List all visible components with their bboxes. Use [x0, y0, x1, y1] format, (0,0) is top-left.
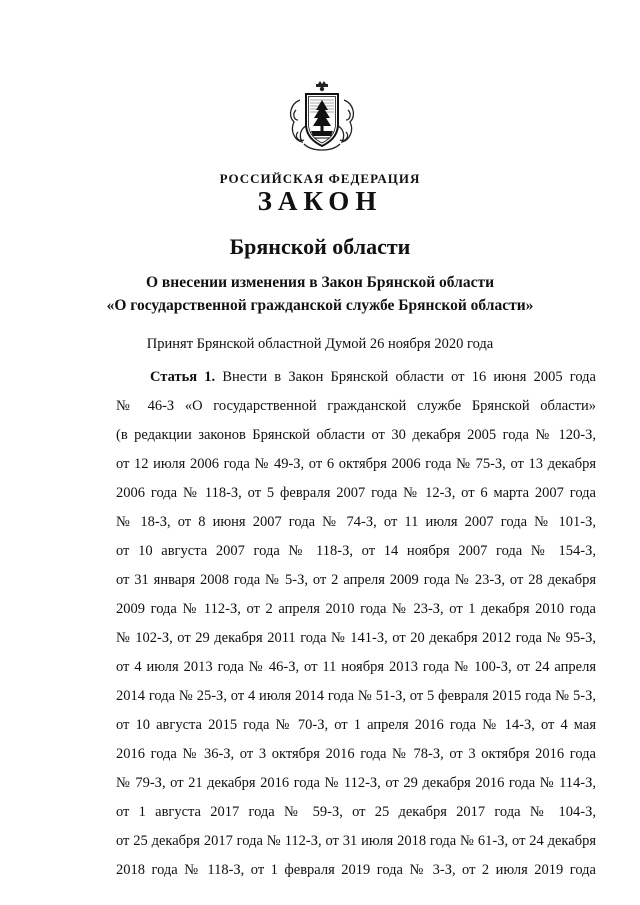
article-line: (в редакции законов Брянской области от 30 декабря 2005 года № 120-З, — [116, 427, 596, 443]
law-subtitle-line-1: О внесении изменения в Закон Брянской области — [145, 274, 495, 291]
article-line: 2014 года № 25-З, от 4 июля 2014 года № 51-З, от 5 февраля 2015 года № 5-З, — [116, 688, 596, 704]
article-line: от 10 августа 2015 года № 70-З, от 1 апреля 2016 года № 14-З, от 4 мая — [116, 717, 596, 733]
article-line: № 46-З «О государственной гражданской службе Брянской области» — [116, 398, 596, 414]
region-title: Брянской области — [229, 234, 411, 259]
article-line: от 4 июля 2013 года № 46-З, от 11 ноября 2013 года № 100-З, от 24 апреля — [116, 659, 596, 675]
federation-heading: РОССИЙСКАЯ ФЕДЕРАЦИЯ — [219, 171, 421, 186]
bryansk-coat-of-arms-icon — [286, 80, 358, 156]
article-line: 2009 года № 112-З, от 2 апреля 2010 года № 23-З, от 1 декабря 2010 года — [116, 601, 596, 617]
article-line: от 25 декабря 2017 года № 112-З, от 31 июля 2018 года № 61-З, от 24 декабря — [116, 833, 596, 849]
article-line: от 10 августа 2007 года № 118-З, от 14 ноября 2007 года № 154-З, — [116, 543, 596, 559]
article-line: от 31 января 2008 года № 5-З, от 2 апреля 2009 года № 23-З, от 28 декабря — [116, 572, 596, 588]
adoption-statement: Принят Брянской областной Думой 26 ноября 2020 года — [146, 336, 494, 352]
article-line: 2016 года № 36-З, от 3 октября 2016 года № 78-З, от 3 октября 2016 года — [116, 746, 596, 762]
article-line: от 1 августа 2017 года № 59-З, от 25 декабря 2017 года № 104-З, — [116, 804, 596, 820]
article-line: 2006 года № 118-З, от 5 февраля 2007 года № 12-З, от 6 марта 2007 года — [116, 485, 596, 501]
law-subtitle-line-2: «О государственной гражданской службе Брянской области» — [106, 297, 534, 314]
article-heading: Статья 1. — [150, 369, 216, 385]
law-title: ЗАКОН — [257, 186, 383, 216]
article-line: 2018 года № 118-З, от 1 февраля 2019 года № 3-З, от 2 июля 2019 года — [116, 862, 596, 878]
article-line: № 18-З, от 8 июня 2007 года № 74-З, от 11 июля 2007 года № 101-З, — [116, 514, 596, 530]
article-first-line — [150, 367, 596, 387]
article-line: от 12 июля 2006 года № 49-З, от 6 октября 2006 года № 75-З, от 13 декабря — [116, 456, 596, 472]
article-first-line-text: Внести в Закон Брянской области от 16 июня 2005 года — [222, 369, 596, 385]
article-line: № 79-З, от 21 декабря 2016 года № 112-З, от 29 декабря 2016 года № 114-З, — [116, 775, 596, 791]
article-line: № 102-З, от 29 декабря 2011 года № 141-З, от 20 декабря 2012 года № 95-З, — [116, 630, 596, 646]
